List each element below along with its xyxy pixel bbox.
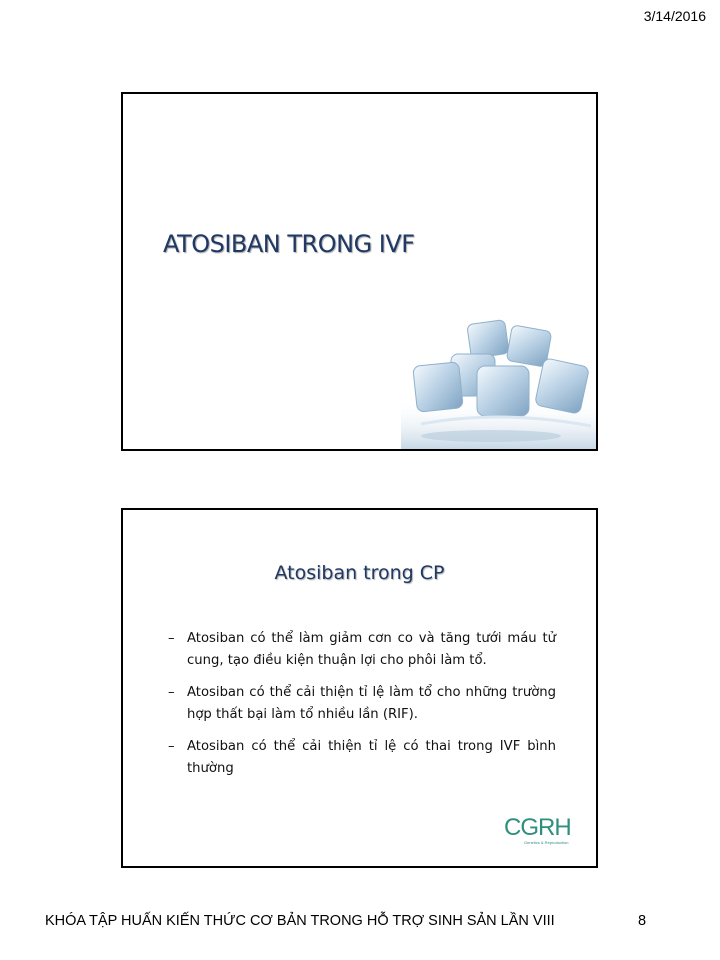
bullet-text: Atosiban có thể làm giảm cơn co và tăng tưới máu tử cung, tạo điều kiện thuận lợi cho phôi làm tổ. — [187, 631, 556, 668]
dash-icon: – — [168, 685, 175, 700]
slide-2 — [121, 508, 598, 868]
slide-2-title: Atosiban trong CP — [274, 562, 445, 584]
cgrh-logo — [504, 814, 574, 848]
logo-subtext: Genetics & Reproduction — [524, 840, 569, 845]
slide-1 — [121, 92, 598, 451]
footer-text: KHÓA TẬP HUẤN KIẾN THỨC CƠ BẢN TRONG HỖ TRỢ SINH SẢN LẦN VIII — [45, 913, 555, 929]
bullet-item — [168, 736, 556, 780]
bullet-item — [168, 628, 556, 672]
bullet-item — [168, 682, 556, 726]
slide-1-title: ATOSIBAN TRONG IVF — [163, 230, 415, 258]
dash-icon: – — [168, 739, 175, 754]
bullet-list — [168, 628, 556, 790]
bullet-text: Atosiban có thể cải thiện tỉ lệ có thai trong IVF bình thường — [187, 739, 556, 776]
dash-icon: – — [168, 631, 175, 646]
bullet-text: Atosiban có thể cải thiện tỉ lệ làm tổ cho những trường hợp thất bại làm tổ nhiều lần (RIF). — [187, 685, 556, 722]
print-date: 3/14/2016 — [643, 8, 706, 24]
page-number: 8 — [638, 913, 647, 929]
ice-cubes-image — [401, 314, 596, 449]
logo-text: CGRH — [504, 814, 571, 841]
